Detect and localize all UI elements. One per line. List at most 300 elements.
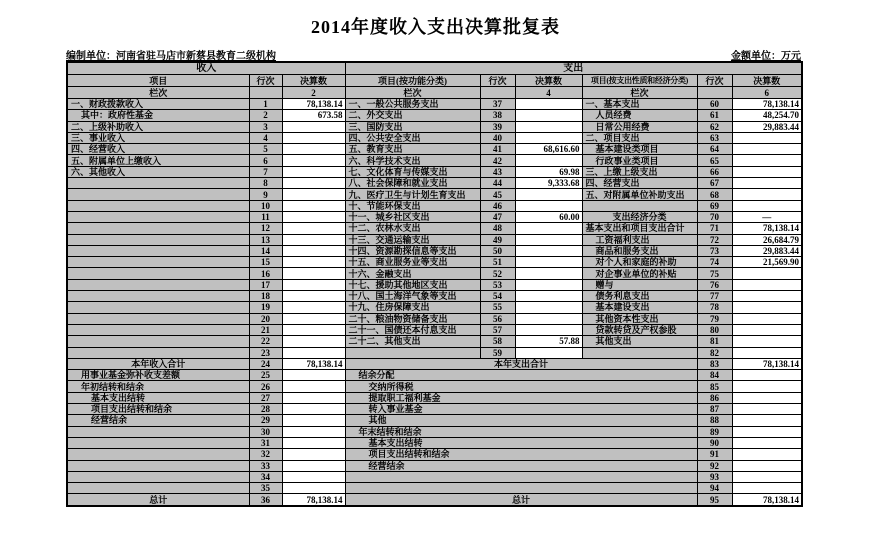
function-item-cell: 十六、金融支出 <box>345 268 480 279</box>
col-header-line: 行次 <box>480 75 515 87</box>
function-item-cell: 七、文化体育与传媒支出 <box>345 166 480 177</box>
table-row <box>67 392 802 403</box>
income-item-cell <box>67 471 249 482</box>
col-header-amount: 决算数 <box>282 75 345 87</box>
line-number-cell: 4 <box>249 132 282 143</box>
economic-item-cell: 对企事业单位的补贴 <box>582 268 697 279</box>
line-number-cell: 28 <box>249 404 282 415</box>
value-cell <box>282 200 345 211</box>
economic-item-cell: 其他支出 <box>582 336 697 347</box>
line-number-cell: 17 <box>249 279 282 290</box>
line-number-cell: 57 <box>480 324 515 335</box>
value-cell: 29,883.44 <box>732 121 802 132</box>
income-item-cell: 三、事业收入 <box>67 132 249 143</box>
function-item-cell: 二十、粮油物资储备支出 <box>345 313 480 324</box>
col-header-item: 项目 <box>67 75 249 87</box>
economic-item-cell: 债务利息支出 <box>582 291 697 302</box>
value-cell: 48,254.70 <box>732 110 802 121</box>
col-index-cell: 6 <box>732 87 802 99</box>
value-cell <box>515 200 582 211</box>
value-cell <box>282 324 345 335</box>
value-cell <box>732 155 802 166</box>
line-number-cell: 89 <box>697 426 732 437</box>
economic-item-cell: 五、对附属单位补助支出 <box>582 189 697 200</box>
table-row <box>67 155 802 166</box>
value-cell <box>515 121 582 132</box>
line-number-cell: 77 <box>697 291 732 302</box>
value-cell <box>282 404 345 415</box>
value-cell <box>282 223 345 234</box>
table-row <box>67 234 802 245</box>
value-cell: 68,616.60 <box>515 144 582 155</box>
summary-item-cell: 交纳所得税 <box>345 381 697 392</box>
line-number-cell: 26 <box>249 381 282 392</box>
table-row <box>67 144 802 155</box>
summary-item-cell: 转入事业基金 <box>345 404 697 415</box>
function-item-cell: 三、国防支出 <box>345 121 480 132</box>
income-item-cell: 总计 <box>67 494 249 506</box>
table-body <box>67 99 802 506</box>
line-number-cell: 86 <box>697 392 732 403</box>
value-cell: 21,569.90 <box>732 257 802 268</box>
value-cell <box>282 336 345 347</box>
summary-item-cell: 本年支出合计 <box>345 358 697 369</box>
table-row <box>67 381 802 392</box>
line-number-cell: 59 <box>480 347 515 358</box>
value-cell <box>282 437 345 448</box>
table-row <box>67 449 802 460</box>
value-cell <box>515 223 582 234</box>
line-number-cell: 82 <box>697 347 732 358</box>
function-item-cell: 二十二、其他支出 <box>345 336 480 347</box>
economic-item-cell: 人员经费 <box>582 110 697 121</box>
table-row <box>67 268 802 279</box>
line-number-cell: 76 <box>697 279 732 290</box>
income-item-cell <box>67 234 249 245</box>
col-index-cell <box>249 87 282 99</box>
table-row <box>67 426 802 437</box>
line-number-cell: 69 <box>697 200 732 211</box>
line-number-cell: 24 <box>249 358 282 369</box>
value-cell <box>732 471 802 482</box>
income-item-cell <box>67 336 249 347</box>
col-index-cell <box>480 87 515 99</box>
income-item-cell: 用事业基金弥补收支差额 <box>67 370 249 381</box>
value-cell <box>732 178 802 189</box>
table-row <box>67 324 802 335</box>
function-item-cell: 十二、农林水支出 <box>345 223 480 234</box>
economic-item-cell: 三、上缴上级支出 <box>582 166 697 177</box>
value-cell <box>732 370 802 381</box>
col-header-line: 行次 <box>697 75 732 87</box>
line-number-cell: 79 <box>697 313 732 324</box>
table-row <box>67 99 802 110</box>
value-cell <box>732 460 802 471</box>
income-item-cell <box>67 324 249 335</box>
value-cell <box>515 279 582 290</box>
line-number-cell: 53 <box>480 279 515 290</box>
line-number-cell: 40 <box>480 132 515 143</box>
value-cell <box>282 426 345 437</box>
income-item-cell: 经营结余 <box>67 415 249 426</box>
line-number-cell: 44 <box>480 178 515 189</box>
economic-item-cell: 工资福利支出 <box>582 234 697 245</box>
value-cell: 29,883.44 <box>732 245 802 256</box>
line-number-cell: 11 <box>249 211 282 222</box>
line-number-cell: 75 <box>697 268 732 279</box>
income-item-cell <box>67 211 249 222</box>
income-item-cell <box>67 483 249 494</box>
line-number-cell: 1 <box>249 99 282 110</box>
line-number-cell: 30 <box>249 426 282 437</box>
income-item-cell <box>67 245 249 256</box>
line-number-cell: 31 <box>249 437 282 448</box>
value-cell <box>282 483 345 494</box>
summary-item-cell <box>345 483 697 494</box>
summary-item-cell: 其他 <box>345 415 697 426</box>
income-item-cell: 二、上级补助收入 <box>67 121 249 132</box>
line-number-cell: 71 <box>697 223 732 234</box>
value-cell <box>282 166 345 177</box>
column-header-row <box>67 75 802 87</box>
value-cell <box>282 392 345 403</box>
value-cell <box>732 336 802 347</box>
function-item-cell: 十九、住房保障支出 <box>345 302 480 313</box>
value-cell <box>282 279 345 290</box>
economic-item-cell: 赠与 <box>582 279 697 290</box>
income-item-cell <box>67 437 249 448</box>
value-cell <box>282 257 345 268</box>
line-number-cell: 25 <box>249 370 282 381</box>
line-number-cell: 35 <box>249 483 282 494</box>
table-row <box>67 415 802 426</box>
summary-item-cell: 年末结转和结余 <box>345 426 697 437</box>
value-cell <box>515 132 582 143</box>
function-item-cell: 八、社会保障和就业支出 <box>345 178 480 189</box>
value-cell <box>282 121 345 132</box>
value-cell: 26,684.79 <box>732 234 802 245</box>
economic-item-cell: 日常公用经费 <box>582 121 697 132</box>
value-cell <box>282 460 345 471</box>
economic-item-cell: 商品和服务支出 <box>582 245 697 256</box>
income-item-cell: 基本支出结转 <box>67 392 249 403</box>
line-number-cell: 36 <box>249 494 282 506</box>
value-cell <box>732 166 802 177</box>
line-number-cell: 85 <box>697 381 732 392</box>
line-number-cell: 95 <box>697 494 732 506</box>
value-cell <box>282 347 345 358</box>
value-cell <box>732 381 802 392</box>
value-cell: 78,138.14 <box>282 99 345 110</box>
function-item-cell: 二十一、国债还本付息支出 <box>345 324 480 335</box>
income-item-cell <box>67 268 249 279</box>
function-item-cell: 一、一般公共服务支出 <box>345 99 480 110</box>
line-number-cell: 27 <box>249 392 282 403</box>
value-cell <box>732 268 802 279</box>
income-item-cell: 年初结转和结余 <box>67 381 249 392</box>
value-cell <box>732 426 802 437</box>
line-number-cell: 10 <box>249 200 282 211</box>
line-number-cell: 80 <box>697 324 732 335</box>
income-item-cell <box>67 189 249 200</box>
line-number-cell: 47 <box>480 211 515 222</box>
value-cell <box>282 370 345 381</box>
table-row <box>67 483 802 494</box>
line-number-cell: 73 <box>697 245 732 256</box>
line-number-cell: 66 <box>697 166 732 177</box>
value-cell: 9,333.68 <box>515 178 582 189</box>
value-cell <box>732 132 802 143</box>
line-number-cell: 70 <box>697 211 732 222</box>
line-number-cell: 50 <box>480 245 515 256</box>
line-number-cell: 15 <box>249 257 282 268</box>
col-index-cell: 栏次 <box>345 87 480 99</box>
line-number-cell: 2 <box>249 110 282 121</box>
income-item-cell <box>67 426 249 437</box>
line-number-cell: 32 <box>249 449 282 460</box>
summary-item-cell: 提取职工福利基金 <box>345 392 697 403</box>
value-cell <box>732 189 802 200</box>
table-row <box>67 291 802 302</box>
value-cell <box>515 347 582 358</box>
economic-item-cell <box>582 200 697 211</box>
table-row <box>67 245 802 256</box>
line-number-cell: 43 <box>480 166 515 177</box>
line-number-cell: 6 <box>249 155 282 166</box>
line-number-cell: 83 <box>697 358 732 369</box>
function-item-cell: 十一、城乡社区支出 <box>345 211 480 222</box>
summary-item-cell: 项目支出结转和结余 <box>345 449 697 460</box>
income-item-cell: 五、附属单位上缴收入 <box>67 155 249 166</box>
line-number-cell: 60 <box>697 99 732 110</box>
table-row <box>67 132 802 143</box>
income-item-cell <box>67 178 249 189</box>
col-index-cell: 栏次 <box>582 87 697 99</box>
value-cell <box>282 234 345 245</box>
table-row <box>67 302 802 313</box>
value-cell <box>732 437 802 448</box>
value-cell <box>732 324 802 335</box>
economic-item-cell: 行政事业类项目 <box>582 155 697 166</box>
function-item-cell: 十八、国土海洋气象等支出 <box>345 291 480 302</box>
line-number-cell: 8 <box>249 178 282 189</box>
value-cell: 78,138.14 <box>732 223 802 234</box>
value-cell <box>282 291 345 302</box>
summary-item-cell: 结余分配 <box>345 370 697 381</box>
table-row <box>67 336 802 347</box>
col-header-amount: 决算数 <box>515 75 582 87</box>
function-item-cell: 十三、交通运输支出 <box>345 234 480 245</box>
line-number-cell: 74 <box>697 257 732 268</box>
line-number-cell: 91 <box>697 449 732 460</box>
value-cell <box>282 471 345 482</box>
line-number-cell: 12 <box>249 223 282 234</box>
table-row <box>67 370 802 381</box>
table-row <box>67 358 802 369</box>
line-number-cell: 52 <box>480 268 515 279</box>
function-item-cell: 五、教育支出 <box>345 144 480 155</box>
value-cell <box>515 257 582 268</box>
line-number-cell: 56 <box>480 313 515 324</box>
economic-item-cell: 基本建设支出 <box>582 302 697 313</box>
col-index-cell: 栏次 <box>67 87 249 99</box>
income-item-cell: 项目支出结转和结余 <box>67 404 249 415</box>
line-number-cell: 13 <box>249 234 282 245</box>
amount-unit-label: 金额单位：万元 <box>731 51 801 62</box>
table-row <box>67 166 802 177</box>
line-number-cell: 16 <box>249 268 282 279</box>
economic-item-cell: 贷款转贷及产权参股 <box>582 324 697 335</box>
income-item-cell: 其中：政府性基金 <box>67 110 249 121</box>
value-cell <box>515 99 582 110</box>
compiling-unit-label: 编制单位：河南省驻马店市新蔡县教育二级机构 <box>66 51 276 62</box>
line-number-cell: 84 <box>697 370 732 381</box>
col-index-cell: 4 <box>515 87 582 99</box>
value-cell: 69.98 <box>515 166 582 177</box>
table-row <box>67 494 802 506</box>
income-item-cell <box>67 200 249 211</box>
col-header-item-function: 项目(按功能分类) <box>345 75 480 87</box>
line-number-cell: 67 <box>697 178 732 189</box>
table-row <box>67 257 802 268</box>
line-number-cell: 19 <box>249 302 282 313</box>
value-cell: 673.58 <box>282 110 345 121</box>
function-item-cell: 四、公共安全支出 <box>345 132 480 143</box>
table-row <box>67 178 802 189</box>
col-header-amount: 决算数 <box>732 75 802 87</box>
value-cell <box>515 313 582 324</box>
value-cell <box>515 110 582 121</box>
line-number-cell: 7 <box>249 166 282 177</box>
table-row <box>67 189 802 200</box>
value-cell <box>515 189 582 200</box>
line-number-cell: 41 <box>480 144 515 155</box>
line-number-cell: 54 <box>480 291 515 302</box>
value-cell <box>515 155 582 166</box>
economic-item-cell: 其他资本性支出 <box>582 313 697 324</box>
economic-item-cell: 基本支出和项目支出合计 <box>582 223 697 234</box>
line-number-cell: 61 <box>697 110 732 121</box>
page-title: 2014年度收入支出决算批复表 <box>311 17 560 37</box>
final-accounts-table <box>66 61 803 507</box>
value-cell <box>732 347 802 358</box>
line-number-cell: 14 <box>249 245 282 256</box>
line-number-cell: 72 <box>697 234 732 245</box>
value-cell <box>282 313 345 324</box>
value-cell: 78,138.14 <box>282 494 345 506</box>
income-item-cell: 六、其他收入 <box>67 166 249 177</box>
income-section-header: 收入 <box>67 62 345 75</box>
line-number-cell: 68 <box>697 189 732 200</box>
summary-item-cell: 总计 <box>345 494 697 506</box>
section-header-row <box>67 62 802 75</box>
value-cell <box>515 302 582 313</box>
line-number-cell: 20 <box>249 313 282 324</box>
value-cell: — <box>732 211 802 222</box>
line-number-cell: 51 <box>480 257 515 268</box>
line-number-cell: 62 <box>697 121 732 132</box>
line-number-cell: 87 <box>697 404 732 415</box>
line-number-cell: 49 <box>480 234 515 245</box>
table-row <box>67 437 802 448</box>
income-item-cell <box>67 449 249 460</box>
value-cell <box>515 234 582 245</box>
income-item-cell <box>67 257 249 268</box>
line-number-cell: 42 <box>480 155 515 166</box>
value-cell: 57.88 <box>515 336 582 347</box>
value-cell <box>732 404 802 415</box>
value-cell <box>515 291 582 302</box>
function-item-cell: 二、外交支出 <box>345 110 480 121</box>
income-item-cell <box>67 279 249 290</box>
value-cell <box>282 415 345 426</box>
line-number-cell: 9 <box>249 189 282 200</box>
col-index-cell <box>697 87 732 99</box>
line-number-cell: 90 <box>697 437 732 448</box>
value-cell: 78,138.14 <box>282 358 345 369</box>
value-cell <box>282 211 345 222</box>
table-row <box>67 279 802 290</box>
table-row <box>67 313 802 324</box>
income-item-cell: 一、财政拨款收入 <box>67 99 249 110</box>
value-cell <box>732 483 802 494</box>
value-cell <box>732 449 802 460</box>
col-header-item-economic: 项目(按支出性质和经济分类) <box>582 75 697 87</box>
value-cell <box>515 245 582 256</box>
line-number-cell: 22 <box>249 336 282 347</box>
value-cell <box>732 313 802 324</box>
line-number-cell: 65 <box>697 155 732 166</box>
summary-item-cell: 基本支出结转 <box>345 437 697 448</box>
line-number-cell: 94 <box>697 483 732 494</box>
value-cell <box>732 279 802 290</box>
value-cell <box>515 324 582 335</box>
value-cell <box>282 178 345 189</box>
line-number-cell: 39 <box>480 121 515 132</box>
economic-item-cell: 一、基本支出 <box>582 99 697 110</box>
table-row <box>67 471 802 482</box>
value-cell <box>282 132 345 143</box>
table-row <box>67 200 802 211</box>
function-item-cell: 六、科学技术支出 <box>345 155 480 166</box>
line-number-cell: 5 <box>249 144 282 155</box>
value-cell <box>282 245 345 256</box>
income-item-cell <box>67 302 249 313</box>
economic-item-cell <box>582 347 697 358</box>
col-index-cell: 2 <box>282 87 345 99</box>
line-number-cell: 18 <box>249 291 282 302</box>
expenditure-section-header: 支出 <box>345 62 802 75</box>
line-number-cell: 3 <box>249 121 282 132</box>
value-cell <box>282 155 345 166</box>
income-item-cell <box>67 291 249 302</box>
table-row <box>67 223 802 234</box>
line-number-cell: 45 <box>480 189 515 200</box>
table-row <box>67 404 802 415</box>
line-number-cell: 21 <box>249 324 282 335</box>
value-cell: 78,138.14 <box>732 494 802 506</box>
table-row <box>67 347 802 358</box>
function-item-cell: 十七、援助其他地区支出 <box>345 279 480 290</box>
income-item-cell <box>67 460 249 471</box>
economic-item-cell: 二、项目支出 <box>582 132 697 143</box>
value-cell <box>732 302 802 313</box>
function-item-cell: 十四、资源勘探信息等支出 <box>345 245 480 256</box>
line-number-cell: 38 <box>480 110 515 121</box>
value-cell <box>282 189 345 200</box>
economic-item-cell: 对个人和家庭的补助 <box>582 257 697 268</box>
line-number-cell: 34 <box>249 471 282 482</box>
